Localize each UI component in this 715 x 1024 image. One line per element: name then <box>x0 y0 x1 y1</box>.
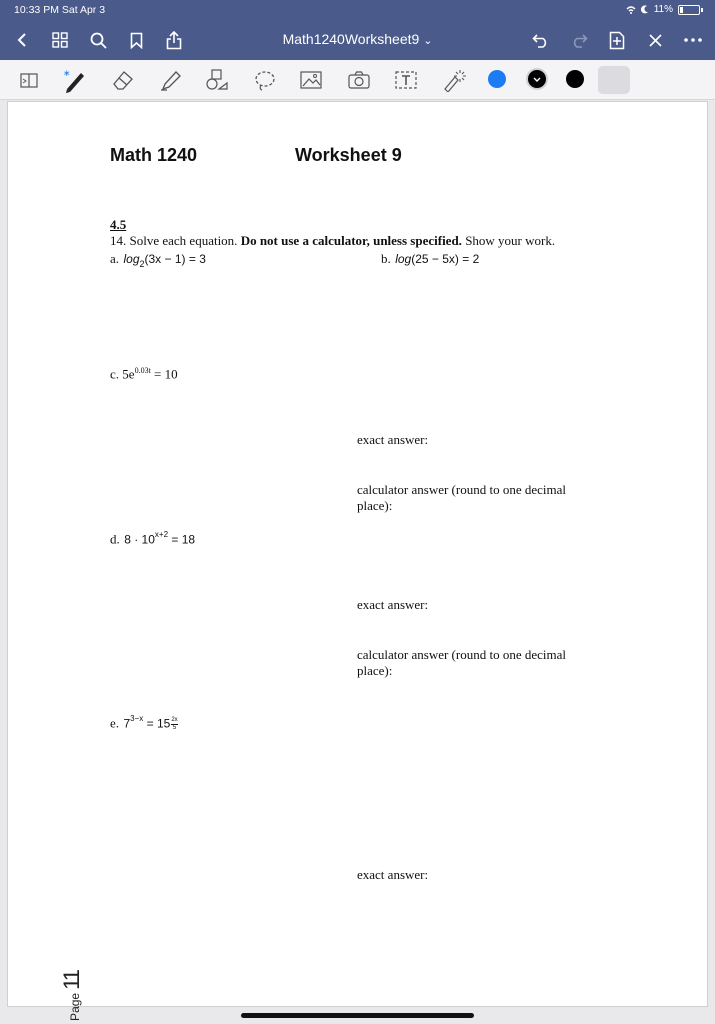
problem-c <box>110 366 178 382</box>
calc-answer-c-line2: place): <box>357 498 393 513</box>
instruction-text <box>110 233 555 249</box>
shapes-tool-icon[interactable] <box>204 68 230 92</box>
text-tool-icon[interactable] <box>393 68 419 92</box>
top-bar <box>0 0 715 60</box>
add-page-icon[interactable] <box>605 28 629 52</box>
problem-c-label: c. <box>110 366 120 382</box>
course-heading: Math 1240 <box>110 145 198 165</box>
problem-a-func: log <box>123 252 140 266</box>
problem-e-fraction-exp <box>171 717 177 732</box>
battery-tip <box>701 8 703 12</box>
read-mode-icon[interactable] <box>16 68 42 92</box>
camera-tool-icon[interactable] <box>346 68 372 92</box>
back-chevron-icon[interactable] <box>10 28 34 52</box>
drawing-toolbar <box>0 60 715 100</box>
exact-answer-c: exact answer: <box>357 432 429 447</box>
search-icon[interactable] <box>86 28 110 52</box>
share-icon[interactable] <box>162 28 186 52</box>
exact-answer-e: exact answer: <box>357 867 429 882</box>
calc-answer-c-line1: calculator answer (round to one decimal <box>357 482 566 497</box>
exact-answer-d: exact answer: <box>357 597 429 612</box>
instruction-suffix: Show your work. <box>461 233 556 248</box>
chevron-down-icon[interactable]: ⌄ <box>423 35 433 47</box>
problem-d-exp: x+2 <box>154 530 169 539</box>
nav-right <box>529 28 705 52</box>
problem-a <box>110 250 206 269</box>
problem-e-base: 7 <box>123 716 131 731</box>
moon-icon <box>641 5 649 14</box>
calc-answer-d-line2: place): <box>357 663 393 678</box>
chevron-down-icon <box>528 70 546 88</box>
problem-c-exp: 0.03t <box>134 366 151 375</box>
problem-b-expr: (25 − 5x) = 2 <box>411 252 480 266</box>
more-options-icon[interactable] <box>681 28 705 52</box>
grid-view-icon[interactable] <box>48 28 72 52</box>
problem-d-base: 8 · 10 <box>124 532 155 547</box>
svg-text:∗: ∗ <box>63 69 71 79</box>
bookmark-icon[interactable] <box>124 28 148 52</box>
problem-e-exp-den: 5 <box>172 725 177 732</box>
pen-tool-icon[interactable] <box>62 68 88 92</box>
page-number-label <box>52 966 92 1024</box>
laser-pointer-icon[interactable] <box>441 68 467 92</box>
redo-icon[interactable] <box>567 28 591 52</box>
problem-b <box>381 250 479 268</box>
problem-e <box>110 714 178 732</box>
wifi-icon <box>626 6 636 14</box>
calc-answer-d-line1: calculator answer (round to one decimal <box>357 647 566 662</box>
eraser-tool-icon[interactable] <box>110 68 136 92</box>
problem-e-mid: = 15 <box>143 716 171 731</box>
color-swatch-blue[interactable] <box>488 70 506 88</box>
color-swatch-black[interactable] <box>566 70 584 88</box>
problem-a-sub: 2 <box>139 259 145 270</box>
problem-b-func: log <box>395 252 412 266</box>
problem-c-base: 5e <box>122 366 135 382</box>
worksheet-heading: Worksheet 9 <box>295 145 402 165</box>
battery-percent: 11% <box>653 4 673 15</box>
problem-e-exp-num: 2x <box>171 717 178 724</box>
document-page[interactable] <box>7 101 708 1021</box>
problem-d <box>110 530 195 548</box>
highlighter-tool-icon[interactable] <box>158 68 184 92</box>
problem-d-label: d. <box>110 531 120 547</box>
status-time: 10:33 PM Sat Apr 3 <box>14 4 106 16</box>
document-title-label[interactable]: Math1240Worksheet9 <box>282 31 420 47</box>
line-width-thin-selected[interactable] <box>598 66 630 94</box>
problem-b-label: b. <box>381 251 391 266</box>
nav-left <box>10 28 186 52</box>
undo-icon[interactable] <box>529 28 553 52</box>
color-swatch-black-selected[interactable] <box>526 68 548 90</box>
problem-e-label: e. <box>110 715 120 731</box>
lasso-tool-icon[interactable] <box>252 68 278 92</box>
problem-e-exp: 3−x <box>130 714 144 723</box>
home-indicator[interactable] <box>241 1013 474 1018</box>
page-number: 11 <box>59 971 84 990</box>
battery-icon <box>678 5 700 15</box>
image-tool-icon[interactable] <box>298 68 324 92</box>
close-icon[interactable] <box>643 28 667 52</box>
section-number: 4.5 <box>110 217 127 232</box>
instruction-bold: Do not use a calculator, unless specified. <box>240 233 462 248</box>
instruction-prefix: 14. Solve each equation. <box>110 233 241 248</box>
problem-a-label: a. <box>110 251 120 266</box>
problem-a-expr: (3x − 1) = 3 <box>144 252 206 266</box>
status-indicators <box>626 4 703 15</box>
problem-d-rhs: = 18 <box>168 532 196 547</box>
page-word: Page <box>68 992 82 1021</box>
problem-c-rhs: = 10 <box>150 366 178 382</box>
